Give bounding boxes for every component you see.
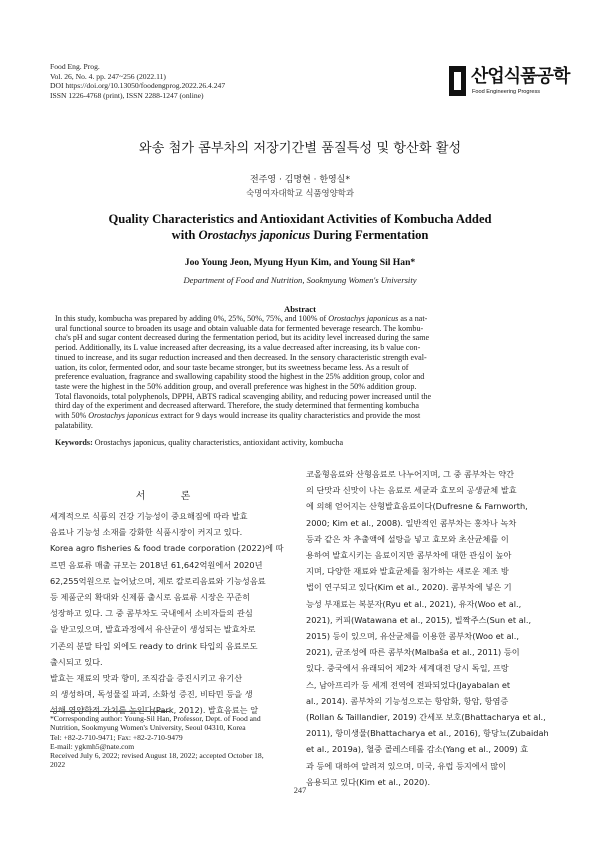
abstract-line: preference evaluation, fragrance and swallowing capability stood the highest in the 25% addition group, color and	[55, 372, 425, 382]
intro-line: Korea agro fisheries & food trade corporation (2022)에 따	[50, 543, 284, 554]
logo-title: 산업식품공학	[471, 66, 570, 87]
abstract-line: ural functional source to broaden its usage and obtain valuable data for fermented beverage research. The kombu-	[55, 323, 424, 333]
intro-line: 능성 부재료는 복분자(Ryu et al., 2021), 유자(Woo et al.,	[306, 598, 522, 609]
abstract-line: with 50% Orostachys japonicus extract for 9 days would increase its quality characteristics and provide the most	[55, 411, 421, 421]
abstract-line: Total flavonoids, total polyphenols, DPPH, ABTS radical scavenging ability, and reducing power increased until the	[55, 391, 432, 401]
abstract-line: cha's pH and sugar content decreased during the fermentation period, but its acidity level increased during the same	[55, 333, 430, 343]
intro-line: 과 등에 대하여 알려져 있으며, 미국, 유럽 등지에서 많이	[306, 760, 507, 771]
section-heading-introduction: 서 론	[135, 491, 207, 502]
english-title	[0, 211, 600, 243]
intro-line: 의 생성하며, 독성물질 파괴, 소화성 증진, 비타민 등을 생	[50, 689, 253, 700]
intro-line: 기존의 분말 타입 외에도 ready to drink 타입의 음료로도	[50, 640, 258, 651]
keywords	[55, 438, 551, 447]
intro-line: 코올형음료와 산형음료로 나누어지며, 그 중 콤부차는 약간	[306, 469, 515, 479]
footnote-line: Received July 6, 2022; revised August 18, 2022; accepted October 18,	[50, 751, 264, 761]
korean-affiliation: 숙명여자대학교 식품영양학과	[246, 188, 354, 198]
intro-right-column	[306, 466, 553, 790]
intro-line: 등 제품군의 확대와 신제품 출시로 음료류 시장은 꾸준히	[50, 592, 251, 603]
footnote-line: 2022	[50, 760, 66, 770]
keywords-text: Orostachys japonicus, quality characteristics, antioxidant activity, kombucha	[92, 438, 344, 447]
abstract-line: In this study, kombucha was prepared by adding 0%, 25%, 50%, 75%, and 100% of Orostachys japonicus as a nat-	[55, 314, 428, 323]
footnote-line: *Corresponding author: Young-Sil Han, Professor, Dept. of Food and	[50, 714, 261, 723]
korean-authors: 전주영 · 김명현 · 한영실*	[250, 175, 350, 185]
abstract-line: uation, its color, fermented odor, and sour taste became stronger, but its sweetness became less. As a result of	[55, 362, 409, 372]
intro-line: (Rollan & Taillandier, 2019) 간세포 보호(Bhattacharya et al.,	[306, 712, 546, 723]
intro-line: 있다. 중국에서 유래되어 제2차 세계대전 당시 독일, 프랑	[306, 663, 509, 674]
keywords-label: Keywords:	[55, 438, 93, 447]
intro-line: 62,255억원으로 늘어났으며, 제로 칼로리음료와 기능성음료	[50, 575, 266, 586]
abstract-line: third day of the experiment and decreased afterward. Therefore, the study determined that fermenting kombucha	[55, 401, 419, 411]
abstract-body	[55, 314, 551, 430]
footnote-line: Tel: +82-2-710-9471; Fax: +82-2-710-9479	[50, 732, 183, 742]
intro-line: 에 의해 얻어지는 산형발효음료이다(Dufresne & Farnworth,	[306, 501, 528, 512]
page-number: 247	[293, 786, 307, 795]
intro-line: 음료나 기능성 소재를 강화한 식품시장이 커지고 있다.	[50, 527, 243, 538]
footnote	[50, 714, 264, 770]
intro-left-column	[50, 508, 295, 719]
journal-doi: DOI https://doi.org/10.13050/foodengprog.2022.26.4.247	[50, 81, 226, 91]
english-title-line2: with Orostachys japonicus During Fermentation	[171, 228, 429, 242]
intro-line: 2000; Kim et al., 2008). 일반적인 콤부차는 홍차나 녹차	[306, 517, 517, 528]
intro-line: al., 2014). 콤부차의 기능성으로는 항암화, 항암, 항염증	[306, 695, 509, 706]
intro-line: 출시되고 있다.	[50, 656, 103, 667]
intro-line: 등과 같은 차 추출액에 설탕을 넣고 효모와 초산균체를 이	[306, 533, 509, 544]
intro-line: 발효는 재료의 맛과 향미, 조직감을 증진시키고 유기산	[50, 673, 243, 684]
intro-line: 세계적으로 식품의 건강 기능성이 중요해짐에 따라 발효	[50, 511, 248, 521]
english-authors: Joo Young Jeon, Myung Hyun Kim, and Young Sil Han*	[184, 257, 416, 268]
english-affiliation: Department of Food and Nutrition, Sookmyung Women's University	[183, 275, 417, 285]
logo-mark-icon	[449, 66, 466, 96]
intro-line: 음용되고 있다(Kim et al., 2020).	[306, 776, 431, 787]
footnote-line: E-mail: ygkmh5@nate.com	[50, 741, 135, 751]
journal-volume: Vol. 26, No. 4. pp. 247~256 (2022.11)	[50, 71, 166, 81]
intro-line: 성장하고 있다. 그 중 콤부차도 국내에서 소비자들의 관심	[50, 608, 253, 619]
intro-line: 2021), 균조성에 따른 콤부차(Malbaša et al., 2011) 등이	[306, 647, 520, 658]
species-name: Orostachys japonicus	[198, 228, 311, 242]
intro-line: 2015) 등이 있으며, 유산균체를 이용한 콤부차(Woo et al.,	[306, 631, 519, 642]
journal-logo	[449, 66, 570, 100]
abstract-heading: Abstract	[284, 304, 316, 314]
footnote-divider	[50, 711, 170, 712]
intro-line: 용하여 발효시키는 음료이지만 콤부차에 대한 관심이 높아	[306, 550, 512, 561]
abstract-line: palatability.	[55, 420, 93, 430]
journal-citation	[50, 62, 225, 100]
abstract-line: tinued to increase, and its sugar reduction increased and then decreased. In the sensory characteristic strength eval-	[55, 352, 427, 362]
intro-line: 르면 음료류 매출 규모는 2018년 61,642억원에서 2020년	[50, 559, 263, 570]
abstract-line: taste were the highest in the 50% addition group, and overall preference was highest in the 50% addition group.	[55, 381, 417, 391]
abstract-line: period. Additionally, its L value increased after decreasing, its a value decreased after increasing, its b value con-	[55, 343, 421, 353]
intro-line: 지며, 다양한 재료와 발효균체를 첨가하는 새로운 제조 방	[306, 566, 509, 577]
english-title-line1: Quality Characteristics and Antioxidant Activities of Kombucha Added	[108, 212, 492, 226]
journal-issn: ISSN 1226-4768 (print), ISSN 2288-1247 (online)	[50, 90, 204, 100]
intro-line: 2021), 커피(Watawana et al., 2015), 빌짝주스(Sun et al.,	[306, 614, 532, 625]
intro-line: 스, 남아프리카 등 세계 전역에 전파되었다(Jayabalan et	[306, 679, 511, 690]
intro-line: 성해 영양학적 가치를 높인다(Park, 2012). 발효음료는 알	[50, 705, 259, 716]
intro-line: et al., 2019a), 혈중 콜레스테롤 감소(Yang et al., 2009) 효	[306, 744, 529, 755]
korean-title: 와송 첨가 콤부차의 저장기간별 품질특성 및 항산화 활성	[138, 141, 462, 156]
intro-line: 법이 연구되고 있다(Kim et al., 2020). 콤부차에 넣은 기	[306, 582, 512, 593]
logo-subtitle: Food Engineering Progress	[472, 89, 541, 95]
intro-line: 을 받고있으며, 발효과정에서 유산균이 생성되는 발효차로	[50, 624, 256, 635]
footnote-line: Nutrition, Sookmyung Women's University, Seoul 04310, Korea	[50, 723, 246, 733]
intro-line: 의 단맛과 신맛이 나는 음료로 세균과 효모의 공생균체 발효	[306, 485, 517, 496]
journal-name: Food Eng. Prog.	[50, 62, 100, 71]
intro-line: 2011), 항미생물(Bhattacharya et al., 2016), 항당뇨(Zubaidah	[306, 728, 549, 739]
